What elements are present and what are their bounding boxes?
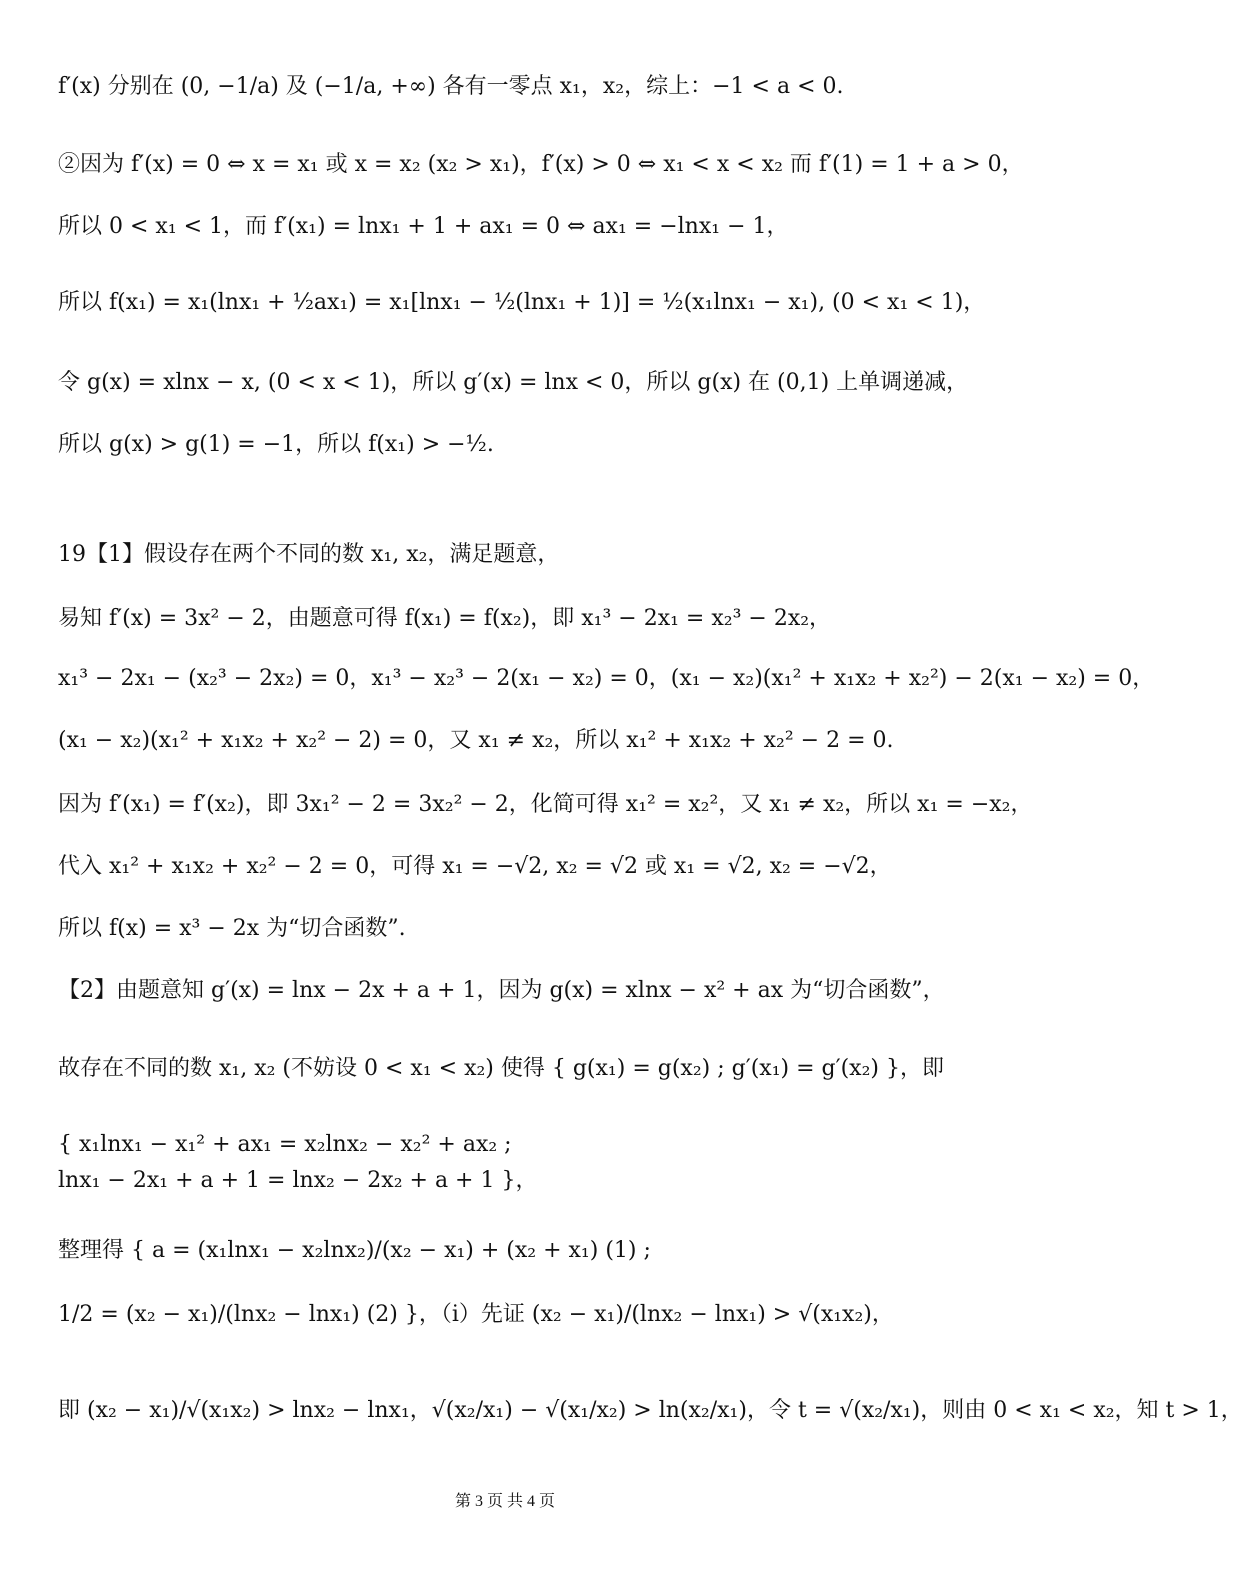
text-line: ②因为 f′(x) = 0 ⇔ x = x₁ 或 x = x₂ (x₂ > x₁)，f′(x) > 0 ⇔ x₁ < x < x₂ 而 f′(1) = 1 + a > 0， (58, 152, 1024, 177)
text-line: 易知 f′(x) = 3x² − 2，由题意可得 f(x₁) = f(x₂)，即 x₁³ − 2x₁ = x₂³ − 2x₂， (58, 606, 832, 631)
text-line: 所以 f(x) = x³ − 2x 为“切合函数”. (58, 916, 406, 941)
text-line: (x₁ − x₂)(x₁² + x₁x₂ + x₂² − 2) = 0，又 x₁ ≠ x₂，所以 x₁² + x₁x₂ + x₂² − 2 = 0. (58, 728, 894, 753)
text-line: x₁³ − 2x₁ − (x₂³ − 2x₂) = 0，x₁³ − x₂³ − 2(x₁ − x₂) = 0，(x₁ − x₂)(x₁² + x₁x₂ + x₂²) − 2(x₁ − x₂) = 0， (58, 666, 1155, 691)
text-line: 所以 g(x) > g(1) = −1，所以 f(x₁) > −½. (58, 432, 494, 457)
text-line: 19【1】假设存在两个不同的数 x₁, x₂，满足题意， (58, 542, 560, 567)
text-line: { x₁lnx₁ − x₁² + ax₁ = x₂lnx₂ − x₂² + ax₂ ; (58, 1132, 512, 1157)
text-line: 即 (x₂ − x₁)/√(x₁x₂) > lnx₂ − lnx₁，√(x₂/x₁) − √(x₁/x₂) > ln(x₂/x₁)，令 t = √(x₂/x₁)，则由 0 < x₁ < x₂，知 t > 1， (58, 1398, 1243, 1423)
text-line: 故存在不同的数 x₁, x₂ (不妨设 0 < x₁ < x₂) 使得 { g(x₁) = g(x₂) ; g′(x₁) = g′(x₂) }，即 (58, 1056, 944, 1081)
text-line: 1/2 = (x₂ − x₁)/(lnx₂ − lnx₁) (2) }，（ⅰ）先证 (x₂ − x₁)/(lnx₂ − lnx₁) > √(x₁x₂)， (58, 1302, 894, 1327)
text-line: 整理得 { a = (x₁lnx₁ − x₂lnx₂)/(x₂ − x₁) + (x₂ + x₁) (1) ; (58, 1238, 651, 1263)
page-footer: 第 3 页 共 4 页 (454, 1493, 555, 1510)
text-line: 所以 f(x₁) = x₁(lnx₁ + ½ax₁) = x₁[lnx₁ − ½(lnx₁ + 1)] = ½(x₁lnx₁ − x₁), (0 < x₁ < 1)， (58, 290, 986, 315)
text-line: f′(x) 分别在 (0, −1/a) 及 (−1/a, +∞) 各有一零点 x₁，x₂，综上：−1 < a < 0. (58, 74, 844, 99)
text-line: 代入 x₁² + x₁x₂ + x₂² − 2 = 0，可得 x₁ = −√2, x₂ = √2 或 x₁ = √2, x₂ = −√2， (58, 854, 892, 879)
text-line: 令 g(x) = xlnx − x, (0 < x < 1)，所以 g′(x) = lnx < 0，所以 g(x) 在 (0,1) 上单调递减， (58, 370, 969, 395)
text-line: lnx₁ − 2x₁ + a + 1 = lnx₂ − 2x₂ + a + 1 }， (58, 1168, 538, 1193)
text-line: 【2】由题意知 g′(x) = lnx − 2x + a + 1，因为 g(x) = xlnx − x² + ax 为“切合函数”， (58, 978, 945, 1003)
text-line: 因为 f′(x₁) = f′(x₂)，即 3x₁² − 2 = 3x₂² − 2，化简可得 x₁² = x₂²，又 x₁ ≠ x₂，所以 x₁ = −x₂， (58, 792, 1033, 817)
text-line: 所以 0 < x₁ < 1，而 f′(x₁) = lnx₁ + 1 + ax₁ = 0 ⇔ ax₁ = −lnx₁ − 1， (58, 214, 789, 239)
